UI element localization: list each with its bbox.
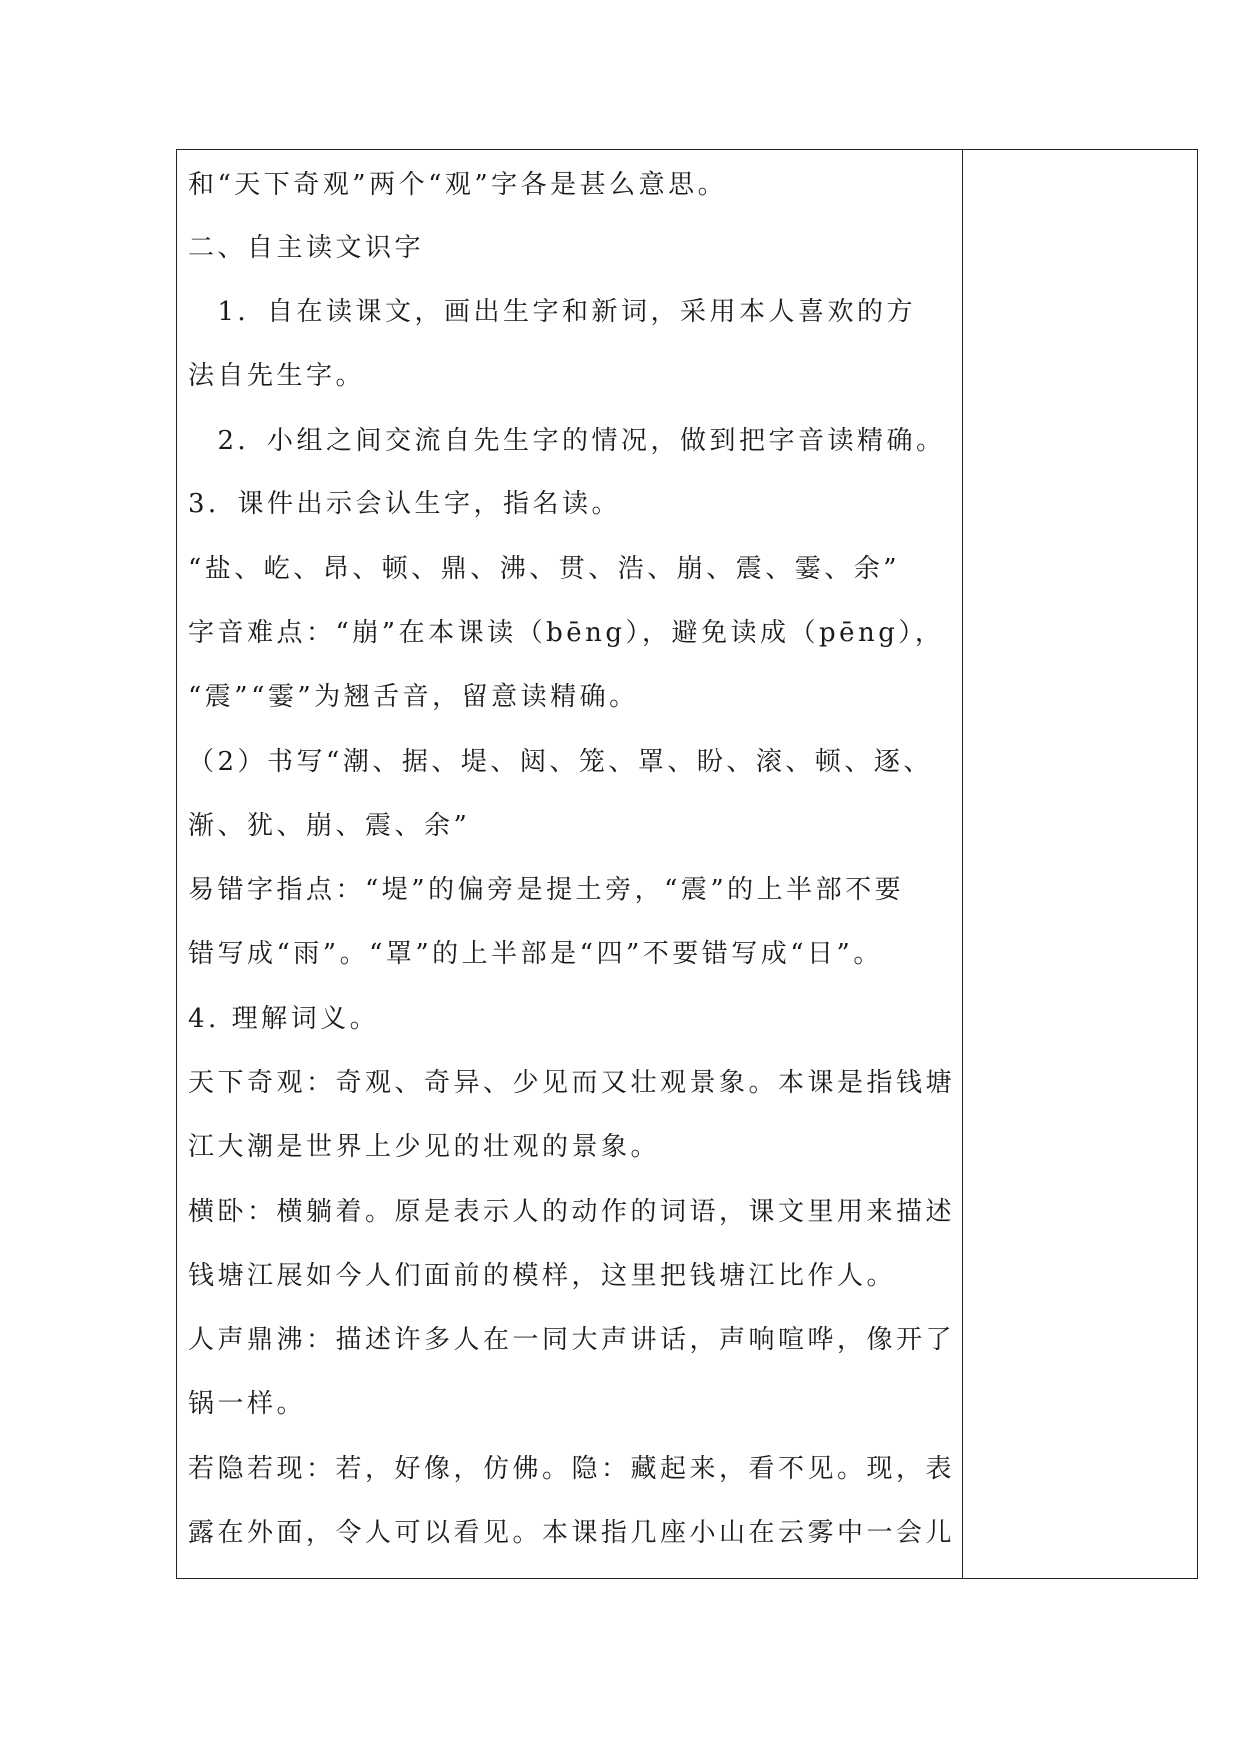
text-line: 渐、犹、崩、震、余” bbox=[188, 811, 471, 841]
text-line: 露在外面，令人可以看见。本课指几座小山在云雾中一会儿 bbox=[188, 1518, 956, 1548]
text-line: “盐、屹、昂、顿、鼎、沸、贯、浩、崩、震、霎、余” bbox=[188, 554, 901, 584]
text-line: 法自先生字。 bbox=[188, 361, 366, 391]
notes-cell bbox=[963, 149, 1198, 1579]
text-line: 和“天下奇观”两个“观”字各是甚么意思。 bbox=[188, 170, 728, 200]
text-line: 锅一样。 bbox=[188, 1389, 307, 1419]
text-line: 天下奇观：奇观、奇异、少见而又壮观景象。本课是指钱塘 bbox=[188, 1068, 956, 1098]
text-line: 2．小组之间交流自先生字的情况，做到把字音读精确。 bbox=[188, 426, 946, 456]
text-line: （2）书写“潮、据、堤、闼、笼、罩、盼、滚、顿、逐、 bbox=[188, 747, 933, 777]
text-line: 3．课件出示会认生字，指名读。 bbox=[188, 489, 622, 519]
text-line: 1．自在读课文，画出生字和新词，采用本人喜欢的方 bbox=[188, 297, 917, 327]
text-line: 二、自主读文识字 bbox=[188, 233, 425, 263]
lesson-content-cell bbox=[176, 149, 962, 1579]
text-line: 横卧：横躺着。原是表示人的动作的词语，课文里用来描述 bbox=[188, 1197, 956, 1227]
text-line: “震”“霎”为翘舌音，留意读精确。 bbox=[188, 682, 639, 712]
text-line: 若隐若现：若，好像，仿佛。隐：藏起来，看不见。现，表 bbox=[188, 1454, 956, 1484]
text-line: 钱塘江展如今人们面前的模样，这里把钱塘江比作人。 bbox=[188, 1261, 897, 1291]
text-line: 江大潮是世界上少见的壮观的景象。 bbox=[188, 1132, 661, 1162]
text-line: 错写成“雨”。“罩”的上半部是“四”不要错写成“日”。 bbox=[188, 939, 883, 969]
text-line: 人声鼎沸：描述许多人在一同大声讲话，声响喧哗，像开了 bbox=[188, 1325, 956, 1355]
text-line: 字音难点：“崩”在本课读（bēng），避免读成（pēng）， bbox=[188, 618, 945, 648]
text-line: 4. 理解词义。 bbox=[188, 1004, 380, 1034]
text-line: 易错字指点：“堤”的偏旁是提土旁，“震”的上半部不要 bbox=[188, 875, 905, 905]
